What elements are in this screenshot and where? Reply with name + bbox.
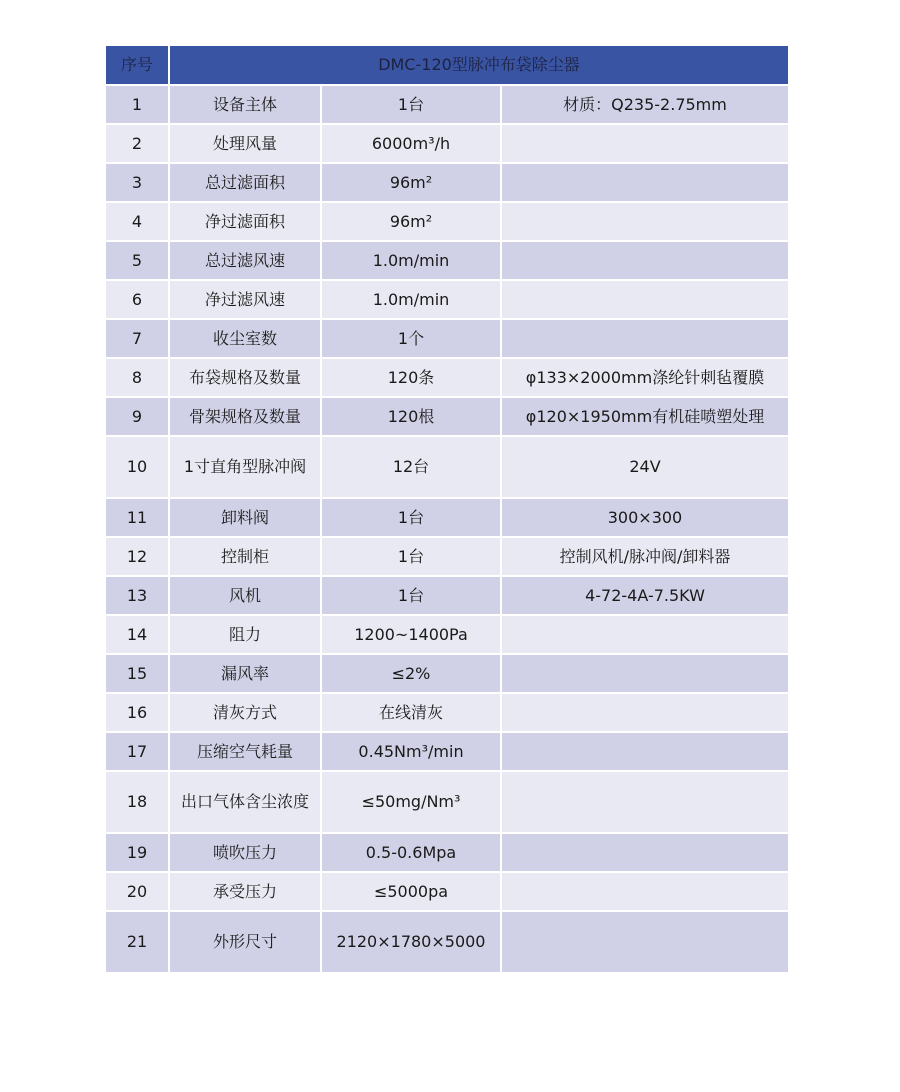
row-item-value: 1个 [321, 319, 501, 358]
row-item-value: ≤5000pa [321, 872, 501, 911]
row-index: 20 [105, 872, 169, 911]
row-index: 2 [105, 124, 169, 163]
row-item-name: 清灰方式 [169, 693, 321, 732]
row-item-remark: 控制风机/脉冲阀/卸料器 [501, 537, 789, 576]
row-index: 6 [105, 280, 169, 319]
row-item-remark [501, 911, 789, 973]
row-item-remark [501, 833, 789, 872]
row-item-name: 外形尺寸 [169, 911, 321, 973]
spec-table [104, 44, 790, 974]
table-row [105, 436, 789, 498]
row-item-value: 1台 [321, 498, 501, 537]
row-item-remark [501, 163, 789, 202]
row-index: 3 [105, 163, 169, 202]
table-row [105, 654, 789, 693]
row-item-value: 96m² [321, 163, 501, 202]
table-row [105, 537, 789, 576]
row-item-name: 卸料阀 [169, 498, 321, 537]
row-item-value: 96m² [321, 202, 501, 241]
row-item-name: 设备主体 [169, 85, 321, 124]
table-row [105, 833, 789, 872]
table-row [105, 124, 789, 163]
row-item-remark [501, 280, 789, 319]
table-row [105, 498, 789, 537]
row-item-name: 骨架规格及数量 [169, 397, 321, 436]
table-row [105, 397, 789, 436]
row-item-name: 总过滤风速 [169, 241, 321, 280]
row-item-value: 120根 [321, 397, 501, 436]
row-item-value: 1台 [321, 537, 501, 576]
row-item-name: 收尘室数 [169, 319, 321, 358]
row-item-name: 承受压力 [169, 872, 321, 911]
row-item-name: 布袋规格及数量 [169, 358, 321, 397]
table-body [105, 85, 789, 973]
table-row [105, 872, 789, 911]
row-index: 14 [105, 615, 169, 654]
row-item-value: 0.45Nm³/min [321, 732, 501, 771]
row-item-name: 风机 [169, 576, 321, 615]
row-item-remark [501, 771, 789, 833]
row-index: 13 [105, 576, 169, 615]
row-item-name: 出口气体含尘浓度 [169, 771, 321, 833]
row-index: 7 [105, 319, 169, 358]
row-item-remark: φ133×2000mm涤纶针刺毡覆膜 [501, 358, 789, 397]
table-row [105, 732, 789, 771]
row-item-remark [501, 872, 789, 911]
row-index: 5 [105, 241, 169, 280]
row-item-value: 1200~1400Pa [321, 615, 501, 654]
table-row [105, 241, 789, 280]
row-item-value: 1台 [321, 85, 501, 124]
row-index: 11 [105, 498, 169, 537]
header-index: 序号 [105, 45, 169, 85]
row-item-remark [501, 202, 789, 241]
row-item-value: ≤50mg/Nm³ [321, 771, 501, 833]
row-item-remark: 24V [501, 436, 789, 498]
table-row [105, 85, 789, 124]
row-index: 15 [105, 654, 169, 693]
table-row [105, 771, 789, 833]
row-item-value: 120条 [321, 358, 501, 397]
header-title: DMC-120型脉冲布袋除尘器 [169, 45, 789, 85]
row-index: 21 [105, 911, 169, 973]
row-item-remark [501, 124, 789, 163]
row-index: 12 [105, 537, 169, 576]
row-item-value: 1.0m/min [321, 241, 501, 280]
table-header [105, 45, 789, 85]
row-item-name: 漏风率 [169, 654, 321, 693]
table-row [105, 615, 789, 654]
row-item-name: 总过滤面积 [169, 163, 321, 202]
row-index: 18 [105, 771, 169, 833]
table-row [105, 319, 789, 358]
row-item-name: 净过滤面积 [169, 202, 321, 241]
row-index: 17 [105, 732, 169, 771]
table-row [105, 576, 789, 615]
row-index: 19 [105, 833, 169, 872]
table-row [105, 163, 789, 202]
row-item-remark [501, 241, 789, 280]
row-index: 16 [105, 693, 169, 732]
row-item-name: 控制柜 [169, 537, 321, 576]
row-index: 4 [105, 202, 169, 241]
table-row [105, 358, 789, 397]
row-item-value: ≤2% [321, 654, 501, 693]
table-row [105, 693, 789, 732]
row-item-value: 6000m³/h [321, 124, 501, 163]
row-item-remark: 300×300 [501, 498, 789, 537]
row-index: 8 [105, 358, 169, 397]
row-index: 9 [105, 397, 169, 436]
row-item-name: 处理风量 [169, 124, 321, 163]
table-row [105, 202, 789, 241]
row-item-value: 0.5-0.6Mpa [321, 833, 501, 872]
row-item-value: 12台 [321, 436, 501, 498]
row-item-value: 1台 [321, 576, 501, 615]
row-item-remark: 4-72-4A-7.5KW [501, 576, 789, 615]
row-index: 1 [105, 85, 169, 124]
row-item-remark [501, 654, 789, 693]
row-item-name: 阻力 [169, 615, 321, 654]
row-item-remark [501, 319, 789, 358]
row-item-name: 净过滤风速 [169, 280, 321, 319]
row-item-remark [501, 615, 789, 654]
table-row [105, 280, 789, 319]
row-item-remark: φ120×1950mm有机硅喷塑处理 [501, 397, 789, 436]
row-item-name: 压缩空气耗量 [169, 732, 321, 771]
row-item-name: 1寸直角型脉冲阀 [169, 436, 321, 498]
row-item-value: 2120×1780×5000 [321, 911, 501, 973]
table-row [105, 911, 789, 973]
row-item-value: 在线清灰 [321, 693, 501, 732]
row-item-remark: 材质：Q235-2.75mm [501, 85, 789, 124]
row-item-remark [501, 693, 789, 732]
row-index: 10 [105, 436, 169, 498]
row-item-value: 1.0m/min [321, 280, 501, 319]
row-item-remark [501, 732, 789, 771]
row-item-name: 喷吹压力 [169, 833, 321, 872]
